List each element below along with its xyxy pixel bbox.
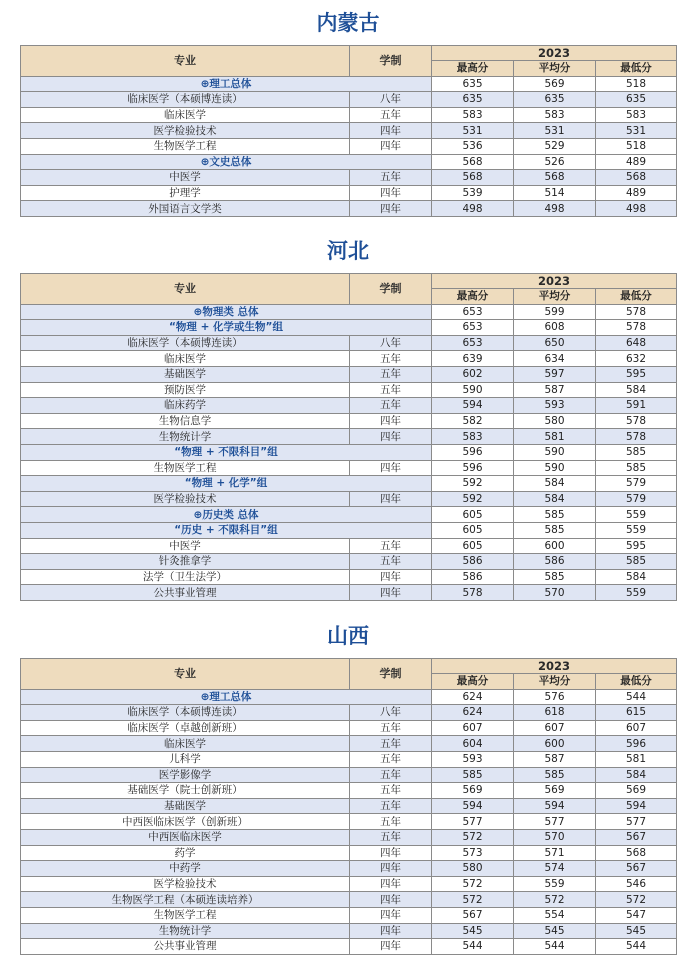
duration: 五年 (350, 398, 432, 414)
table-row (21, 861, 677, 877)
max-score: 578 (432, 585, 514, 601)
group-row (21, 76, 677, 92)
table-row (21, 736, 677, 752)
min-score: 578 (596, 304, 677, 320)
max-score: 572 (432, 892, 514, 908)
group-row (21, 304, 677, 320)
duration: 四年 (350, 138, 432, 154)
table-row (21, 751, 677, 767)
min-score: 545 (596, 923, 677, 939)
table-row (21, 876, 677, 892)
min-score: 584 (596, 767, 677, 783)
min-score: 615 (596, 705, 677, 721)
duration: 五年 (350, 107, 432, 123)
group-label: “物理 + 化学”组 (21, 476, 432, 492)
max-score: 607 (432, 720, 514, 736)
max-score: 568 (432, 154, 514, 170)
duration: 四年 (350, 861, 432, 877)
avg-score: 594 (514, 798, 596, 814)
avg-score: 593 (514, 398, 596, 414)
duration: 五年 (350, 351, 432, 367)
max-score: 624 (432, 705, 514, 721)
min-score: 544 (596, 939, 677, 955)
min-score: 559 (596, 522, 677, 538)
min-score: 579 (596, 491, 677, 507)
min-score: 489 (596, 154, 677, 170)
min-score: 577 (596, 814, 677, 830)
major-name: 生物统计学 (21, 923, 350, 939)
header-duration: 学制 (350, 659, 432, 690)
min-score: 489 (596, 185, 677, 201)
avg-score: 599 (514, 304, 596, 320)
max-score: 577 (432, 814, 514, 830)
avg-score: 580 (514, 413, 596, 429)
avg-score: 607 (514, 720, 596, 736)
duration: 五年 (350, 783, 432, 799)
duration: 四年 (350, 460, 432, 476)
major-name: 基础医学 (21, 366, 350, 382)
section-title: 山西 (327, 624, 369, 648)
table-row (21, 845, 677, 861)
max-score: 536 (432, 138, 514, 154)
table-row (21, 92, 677, 108)
major-name: 生物医学工程 (21, 907, 350, 923)
avg-score: 581 (514, 429, 596, 445)
major-name: 临床医学 (21, 107, 350, 123)
major-name: 生物医学工程 (21, 460, 350, 476)
group-row (21, 154, 677, 170)
min-score: 596 (596, 736, 677, 752)
min-score: 544 (596, 689, 677, 705)
score-table-section (20, 658, 676, 955)
duration: 五年 (350, 829, 432, 845)
avg-score: 634 (514, 351, 596, 367)
table-row (21, 705, 677, 721)
duration: 八年 (350, 92, 432, 108)
duration: 四年 (350, 923, 432, 939)
max-score: 582 (432, 413, 514, 429)
avg-score: 570 (514, 829, 596, 845)
avg-score: 554 (514, 907, 596, 923)
major-name: 中药学 (21, 861, 350, 877)
table-row (21, 767, 677, 783)
major-name: 临床医学 (21, 736, 350, 752)
avg-score: 590 (514, 460, 596, 476)
min-score: 632 (596, 351, 677, 367)
header-major: 专业 (21, 274, 350, 305)
avg-score: 576 (514, 689, 596, 705)
avg-score: 568 (514, 170, 596, 186)
table-row (21, 554, 677, 570)
table-row (21, 720, 677, 736)
header-min-score: 最低分 (596, 289, 677, 305)
duration: 五年 (350, 798, 432, 814)
table-row (21, 201, 677, 217)
table-row (21, 398, 677, 414)
min-score: 578 (596, 413, 677, 429)
group-label: ⊕理工总体 (21, 76, 432, 92)
avg-score: 577 (514, 814, 596, 830)
min-score: 578 (596, 320, 677, 336)
max-score: 592 (432, 476, 514, 492)
score-table (20, 658, 677, 955)
min-score: 568 (596, 170, 677, 186)
group-row (21, 444, 677, 460)
max-score: 605 (432, 507, 514, 523)
group-label: “物理 + 化学或生物”组 (21, 320, 432, 336)
avg-score: 585 (514, 767, 596, 783)
duration: 四年 (350, 413, 432, 429)
header-max-score: 最高分 (432, 289, 514, 305)
max-score: 635 (432, 76, 514, 92)
table-row (21, 923, 677, 939)
avg-score: 585 (514, 522, 596, 538)
max-score: 531 (432, 123, 514, 139)
duration: 四年 (350, 429, 432, 445)
header-duration: 学制 (350, 46, 432, 77)
header-duration: 学制 (350, 274, 432, 305)
duration: 四年 (350, 876, 432, 892)
score-table (20, 273, 677, 601)
major-name: 临床医学（本硕博连读） (21, 335, 350, 351)
table-row (21, 366, 677, 382)
score-table-section (20, 273, 676, 601)
min-score: 546 (596, 876, 677, 892)
major-name: 医学检验技术 (21, 876, 350, 892)
min-score: 569 (596, 783, 677, 799)
duration: 五年 (350, 736, 432, 752)
max-score: 624 (432, 689, 514, 705)
header-major: 专业 (21, 46, 350, 77)
max-score: 594 (432, 398, 514, 414)
min-score: 585 (596, 460, 677, 476)
major-name: 外国语言文学类 (21, 201, 350, 217)
table-row (21, 538, 677, 554)
avg-score: 571 (514, 845, 596, 861)
duration: 四年 (350, 845, 432, 861)
min-score: 572 (596, 892, 677, 908)
min-score: 578 (596, 429, 677, 445)
max-score: 498 (432, 201, 514, 217)
max-score: 544 (432, 939, 514, 955)
group-label: ⊕理工总体 (21, 689, 432, 705)
min-score: 584 (596, 382, 677, 398)
duration: 五年 (350, 538, 432, 554)
duration: 四年 (350, 491, 432, 507)
max-score: 593 (432, 751, 514, 767)
avg-score: 526 (514, 154, 596, 170)
max-score: 605 (432, 522, 514, 538)
min-score: 591 (596, 398, 677, 414)
score-table (20, 45, 677, 217)
table-row (21, 170, 677, 186)
major-name: 法学（卫生法学） (21, 569, 350, 585)
avg-score: 559 (514, 876, 596, 892)
group-label: ⊕文史总体 (21, 154, 432, 170)
min-score: 585 (596, 554, 677, 570)
header-avg-score: 平均分 (514, 289, 596, 305)
avg-score: 635 (514, 92, 596, 108)
header-avg-score: 平均分 (514, 674, 596, 690)
major-name: 医学影像学 (21, 767, 350, 783)
duration: 五年 (350, 720, 432, 736)
min-score: 568 (596, 845, 677, 861)
major-name: 中医学 (21, 170, 350, 186)
max-score: 653 (432, 335, 514, 351)
header-min-score: 最低分 (596, 61, 677, 77)
avg-score: 570 (514, 585, 596, 601)
header-year: 2023 (432, 659, 677, 674)
major-name: 生物医学工程（本硕连读培养） (21, 892, 350, 908)
max-score: 602 (432, 366, 514, 382)
min-score: 547 (596, 907, 677, 923)
avg-score: 597 (514, 366, 596, 382)
avg-score: 590 (514, 444, 596, 460)
major-name: 临床医学 (21, 351, 350, 367)
min-score: 635 (596, 92, 677, 108)
group-row (21, 522, 677, 538)
table-row (21, 798, 677, 814)
major-name: 生物信息学 (21, 413, 350, 429)
duration: 五年 (350, 751, 432, 767)
group-label: “历史 + 不限科目”组 (21, 522, 432, 538)
major-name: 护理学 (21, 185, 350, 201)
table-row (21, 351, 677, 367)
duration: 四年 (350, 907, 432, 923)
duration: 五年 (350, 382, 432, 398)
duration: 四年 (350, 201, 432, 217)
min-score: 518 (596, 138, 677, 154)
major-name: 药学 (21, 845, 350, 861)
max-score: 572 (432, 829, 514, 845)
min-score: 518 (596, 76, 677, 92)
header-max-score: 最高分 (432, 61, 514, 77)
table-row (21, 123, 677, 139)
major-name: 基础医学（院士创新班） (21, 783, 350, 799)
min-score: 583 (596, 107, 677, 123)
major-name: 基础医学 (21, 798, 350, 814)
max-score: 586 (432, 569, 514, 585)
table-row (21, 829, 677, 845)
duration: 五年 (350, 554, 432, 570)
table-row (21, 939, 677, 955)
avg-score: 498 (514, 201, 596, 217)
table-row (21, 429, 677, 445)
avg-score: 544 (514, 939, 596, 955)
min-score: 595 (596, 366, 677, 382)
min-score: 531 (596, 123, 677, 139)
avg-score: 545 (514, 923, 596, 939)
duration: 五年 (350, 366, 432, 382)
max-score: 639 (432, 351, 514, 367)
header-major: 专业 (21, 659, 350, 690)
avg-score: 600 (514, 736, 596, 752)
max-score: 573 (432, 845, 514, 861)
group-label: ⊕物理类 总体 (21, 304, 432, 320)
major-name: 中西医临床医学 (21, 829, 350, 845)
section-title: 内蒙古 (316, 11, 380, 35)
min-score: 595 (596, 538, 677, 554)
header-min-score: 最低分 (596, 674, 677, 690)
score-table-section (20, 45, 676, 217)
major-name: 临床医学（卓越创新班） (21, 720, 350, 736)
max-score: 592 (432, 491, 514, 507)
max-score: 583 (432, 107, 514, 123)
max-score: 583 (432, 429, 514, 445)
min-score: 607 (596, 720, 677, 736)
max-score: 594 (432, 798, 514, 814)
avg-score: 531 (514, 123, 596, 139)
max-score: 635 (432, 92, 514, 108)
header-avg-score: 平均分 (514, 61, 596, 77)
min-score: 567 (596, 861, 677, 877)
table-row (21, 491, 677, 507)
max-score: 605 (432, 538, 514, 554)
header-max-score: 最高分 (432, 674, 514, 690)
min-score: 581 (596, 751, 677, 767)
avg-score: 600 (514, 538, 596, 554)
avg-score: 574 (514, 861, 596, 877)
group-row (21, 689, 677, 705)
major-name: 生物医学工程 (21, 138, 350, 154)
table-row (21, 892, 677, 908)
section-title: 河北 (327, 239, 369, 263)
avg-score: 585 (514, 569, 596, 585)
table-row (21, 382, 677, 398)
major-name: 公共事业管理 (21, 939, 350, 955)
table-row (21, 783, 677, 799)
avg-score: 587 (514, 751, 596, 767)
major-name: 中医学 (21, 538, 350, 554)
header-year: 2023 (432, 274, 677, 289)
duration: 五年 (350, 170, 432, 186)
max-score: 586 (432, 554, 514, 570)
max-score: 569 (432, 783, 514, 799)
avg-score: 650 (514, 335, 596, 351)
table-row (21, 107, 677, 123)
duration: 八年 (350, 705, 432, 721)
max-score: 545 (432, 923, 514, 939)
min-score: 585 (596, 444, 677, 460)
max-score: 568 (432, 170, 514, 186)
table-row (21, 907, 677, 923)
table-row (21, 413, 677, 429)
duration: 四年 (350, 892, 432, 908)
group-row (21, 507, 677, 523)
major-name: 儿科学 (21, 751, 350, 767)
max-score: 604 (432, 736, 514, 752)
group-label: “物理 + 不限科目”组 (21, 444, 432, 460)
min-score: 559 (596, 507, 677, 523)
max-score: 585 (432, 767, 514, 783)
duration: 八年 (350, 335, 432, 351)
group-label: ⊕历史类 总体 (21, 507, 432, 523)
duration: 四年 (350, 939, 432, 955)
table-row (21, 814, 677, 830)
table-row (21, 460, 677, 476)
min-score: 584 (596, 569, 677, 585)
avg-score: 586 (514, 554, 596, 570)
major-name: 预防医学 (21, 382, 350, 398)
max-score: 580 (432, 861, 514, 877)
max-score: 596 (432, 460, 514, 476)
major-name: 医学检验技术 (21, 123, 350, 139)
table-row (21, 335, 677, 351)
duration: 四年 (350, 123, 432, 139)
avg-score: 587 (514, 382, 596, 398)
major-name: 生物统计学 (21, 429, 350, 445)
avg-score: 585 (514, 507, 596, 523)
major-name: 临床医学（本硕博连读） (21, 92, 350, 108)
avg-score: 584 (514, 476, 596, 492)
major-name: 医学检验技术 (21, 491, 350, 507)
table-row (21, 585, 677, 601)
max-score: 653 (432, 304, 514, 320)
header-year: 2023 (432, 46, 677, 61)
max-score: 596 (432, 444, 514, 460)
major-name: 临床药学 (21, 398, 350, 414)
min-score: 594 (596, 798, 677, 814)
max-score: 653 (432, 320, 514, 336)
duration: 四年 (350, 185, 432, 201)
table-row (21, 138, 677, 154)
avg-score: 514 (514, 185, 596, 201)
avg-score: 618 (514, 705, 596, 721)
avg-score: 608 (514, 320, 596, 336)
duration: 五年 (350, 814, 432, 830)
max-score: 567 (432, 907, 514, 923)
min-score: 579 (596, 476, 677, 492)
avg-score: 569 (514, 76, 596, 92)
avg-score: 569 (514, 783, 596, 799)
table-row (21, 569, 677, 585)
max-score: 590 (432, 382, 514, 398)
duration: 五年 (350, 767, 432, 783)
major-name: 针灸推拿学 (21, 554, 350, 570)
duration: 四年 (350, 569, 432, 585)
group-row (21, 320, 677, 336)
min-score: 567 (596, 829, 677, 845)
min-score: 559 (596, 585, 677, 601)
avg-score: 583 (514, 107, 596, 123)
major-name: 临床医学（本硕博连读） (21, 705, 350, 721)
avg-score: 572 (514, 892, 596, 908)
major-name: 中西医临床医学（创新班） (21, 814, 350, 830)
duration: 四年 (350, 585, 432, 601)
major-name: 公共事业管理 (21, 585, 350, 601)
table-row (21, 185, 677, 201)
avg-score: 584 (514, 491, 596, 507)
max-score: 539 (432, 185, 514, 201)
min-score: 648 (596, 335, 677, 351)
group-row (21, 476, 677, 492)
min-score: 498 (596, 201, 677, 217)
avg-score: 529 (514, 138, 596, 154)
max-score: 572 (432, 876, 514, 892)
